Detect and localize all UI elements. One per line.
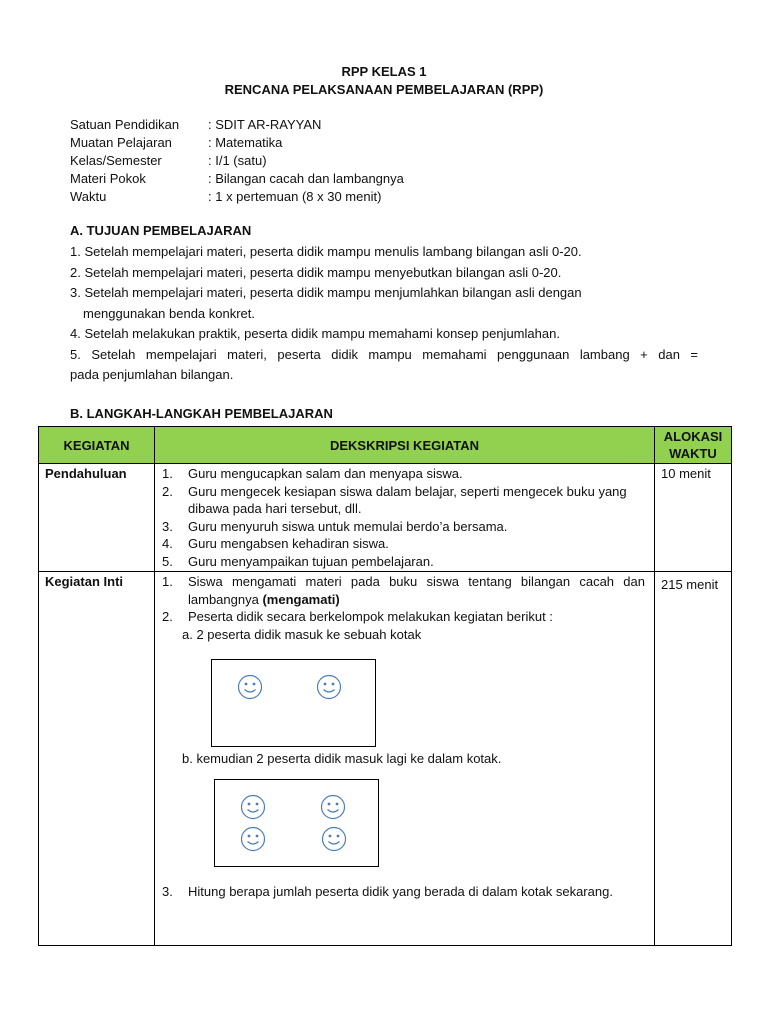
- smiley-icon: [240, 794, 266, 820]
- list-item: [156, 465, 653, 483]
- document-title: RPP KELAS 1: [341, 64, 427, 79]
- smiley-icon: [321, 826, 347, 852]
- smiley-icon: [240, 826, 266, 852]
- step-number: 1.: [162, 466, 173, 481]
- step-text: Guru menyampaikan tujuan pembelajaran.: [188, 553, 434, 569]
- document-subtitle: RENCANA PELAKSANAAN PEMBELAJARAN (RPP): [224, 82, 544, 97]
- list-item: [156, 553, 653, 571]
- info-row: [70, 152, 404, 170]
- objective-line: pada penjumlahan bilangan.: [70, 367, 234, 382]
- step-number: 3.: [162, 518, 173, 534]
- info-label: Satuan Pendidikan: [70, 117, 180, 132]
- time-pendahuluan: 10 menit: [655, 464, 732, 572]
- step-number: 4.: [162, 536, 173, 551]
- info-row: [70, 116, 404, 134]
- step-text: [188, 573, 653, 608]
- box-illustration-a: [211, 659, 376, 747]
- list-item: [156, 518, 653, 536]
- step-text: Guru mengucapkan salam dan menyapa siswa.: [188, 466, 463, 481]
- list-item: [156, 573, 653, 608]
- objective-line: 5. Setelah mempelajari materi, peserta didik mampu memahami penggunaan lambang + dan =: [70, 346, 698, 362]
- sub-step-a: a. 2 peserta didik masuk ke sebuah kotak: [182, 626, 422, 642]
- objective-line: menggunakan benda konkret.: [83, 305, 256, 321]
- step-text-main: Siswa mengamati materi pada buku siswa tentang bilangan cacah dan lambangnya: [188, 574, 645, 607]
- info-label: Kelas/Semester: [70, 153, 162, 168]
- info-value: : Matematika: [208, 135, 283, 150]
- smiley-icon: [237, 674, 263, 700]
- objective-line: 3. Setelah mempelajari materi, peserta didik mampu menjumlahkan bilangan asli dengan: [70, 285, 582, 300]
- objective-line: 2. Setelah mempelajari materi, peserta didik mampu menyebutkan bilangan asli 0-20.: [70, 264, 562, 280]
- section-b-heading: B. LANGKAH-LANGKAH PEMBELAJARAN: [70, 406, 333, 421]
- info-row: [70, 188, 404, 206]
- inti-description: [155, 572, 655, 946]
- step-text-bold: (mengamati): [262, 591, 340, 607]
- objective-line: 1. Setelah mempelajari materi, peserta didik mampu menulis lambang bilangan asli 0-20.: [70, 244, 582, 259]
- smiley-icon: [316, 674, 342, 700]
- objectives-list: [70, 242, 698, 386]
- header-kegiatan: KEGIATAN: [39, 427, 155, 464]
- step-text: Hitung berapa jumlah peserta didik yang berada di dalam kotak sekarang.: [188, 883, 613, 899]
- table-header-row: [39, 427, 732, 464]
- info-label: Waktu: [70, 189, 107, 204]
- section-a-heading: A. TUJUAN PEMBELAJARAN: [70, 223, 252, 238]
- step-number: 3.: [162, 883, 173, 899]
- identity-block: [70, 116, 404, 206]
- list-item: [156, 608, 653, 626]
- step-text: Guru mengecek kesiapan siswa dalam belajar, seperti mengecek buku yang dibawa pada hari tersebut, dll.: [188, 483, 627, 516]
- list-item: [156, 883, 653, 901]
- box-illustration-b: [214, 779, 379, 867]
- header-alokasi: ALOKASI WAKTU: [655, 427, 732, 464]
- pendahuluan-steps: [156, 465, 653, 570]
- info-value: : Bilangan cacah dan lambangnya: [208, 171, 404, 186]
- inti-steps: [156, 573, 653, 626]
- info-row: [70, 170, 404, 188]
- table-row: [39, 572, 732, 946]
- info-value: : 1 x pertemuan (8 x 30 menit): [208, 189, 382, 204]
- step-text: Guru menyuruh siswa untuk memulai berdo’a bersama.: [188, 518, 508, 534]
- inti-steps-continued: [156, 883, 653, 901]
- step-text: Guru mengabsen kehadiran siswa.: [188, 536, 389, 551]
- learning-steps-table: [38, 426, 732, 946]
- step-number: 5.: [162, 553, 173, 569]
- sub-step-b: b. kemudian 2 peserta didik masuk lagi ke dalam kotak.: [182, 751, 502, 766]
- step-text: Peserta didik secara berkelompok melakukan kegiatan berikut :: [188, 609, 553, 624]
- info-label: Materi Pokok: [70, 171, 146, 186]
- time-inti: 215 menit: [655, 572, 732, 946]
- info-value: : SDIT AR-RAYYAN: [208, 117, 322, 132]
- smiley-icon: [320, 794, 346, 820]
- phase-inti: Kegiatan Inti: [39, 572, 155, 946]
- step-number: 1.: [162, 574, 173, 589]
- header-deskripsi: DEKSKRIPSI KEGIATAN: [155, 427, 655, 464]
- step-number: 2.: [162, 609, 173, 624]
- info-value: : I/1 (satu): [208, 153, 267, 168]
- objective-line: 4. Setelah melakukan praktik, peserta didik mampu memahami konsep penjumlahan.: [70, 326, 560, 341]
- info-row: [70, 134, 404, 152]
- phase-pendahuluan: Pendahuluan: [39, 464, 155, 572]
- pendahuluan-description: [155, 464, 655, 572]
- table-row: [39, 464, 732, 572]
- list-item: [156, 483, 653, 518]
- info-label: Muatan Pelajaran: [70, 135, 172, 150]
- step-number: 2.: [162, 483, 173, 499]
- list-item: [156, 535, 653, 553]
